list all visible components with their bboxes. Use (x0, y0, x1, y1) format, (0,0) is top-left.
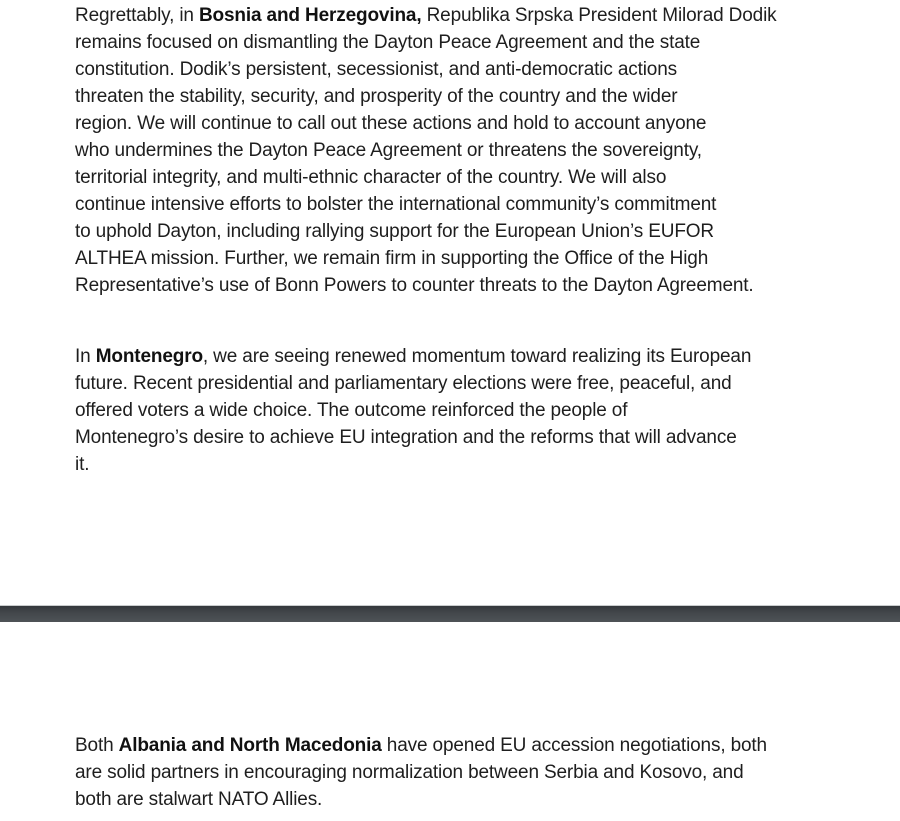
text-line: offered voters a wide choice. The outcome reinforced the people of (75, 400, 628, 421)
text-line: threaten the stability, security, and prosperity of the country and the wider (75, 86, 678, 107)
bold-country-name: Montenegro (95, 346, 203, 367)
paragraph-albania-north-macedonia (75, 732, 835, 813)
text-line: territorial integrity, and multi-ethnic character of the country. We will also (75, 167, 667, 188)
text-line: who undermines the Dayton Peace Agreement or threatens the sovereignty, (75, 140, 702, 161)
text-line: constitution. Dodik’s persistent, secessionist, and anti-democratic actions (75, 59, 677, 80)
text-line: it. (75, 454, 90, 475)
text-run: In (75, 346, 96, 367)
text-line: are solid partners in encouraging normalization between Serbia and Kosovo, and (75, 762, 744, 783)
text-line: both are stalwart NATO Allies. (75, 789, 323, 810)
bold-country-name: Bosnia and Herzegovina, (198, 5, 422, 26)
text-line: to uphold Dayton, including rallying support for the European Union’s EUFOR (75, 221, 714, 242)
text-run: Both (75, 735, 119, 756)
text-line: region. We will continue to call out these actions and hold to account anyone (75, 113, 707, 134)
text-line: remains focused on dismantling the Dayton Peace Agreement and the state (75, 32, 701, 53)
text-line: ALTHEA mission. Further, we remain firm in supporting the Office of the High (75, 248, 709, 269)
text-line (75, 343, 835, 370)
page-break-separator (0, 605, 900, 623)
text-line: Montenegro’s desire to achieve EU integration and the reforms that will advance (75, 427, 737, 448)
text-run: Republika Srpska President Milorad Dodik (421, 5, 777, 26)
bold-country-name: Albania and North Macedonia (118, 735, 382, 756)
text-line (75, 732, 835, 759)
paragraph-montenegro (75, 343, 835, 478)
text-run: , we are seeing renewed momentum toward realizing its European (202, 346, 752, 367)
text-run: Regrettably, in (75, 5, 199, 26)
document-page-2 (0, 622, 900, 821)
text-run: have opened EU accession negotiations, both (381, 735, 767, 756)
text-line: continue intensive efforts to bolster the international community’s commitment (75, 194, 717, 215)
text-line: future. Recent presidential and parliamentary elections were free, peaceful, and (75, 373, 732, 394)
text-line: Representative’s use of Bonn Powers to counter threats to the Dayton Agreement. (75, 275, 754, 296)
paragraph-bosnia (75, 2, 835, 299)
text-line (75, 2, 835, 29)
